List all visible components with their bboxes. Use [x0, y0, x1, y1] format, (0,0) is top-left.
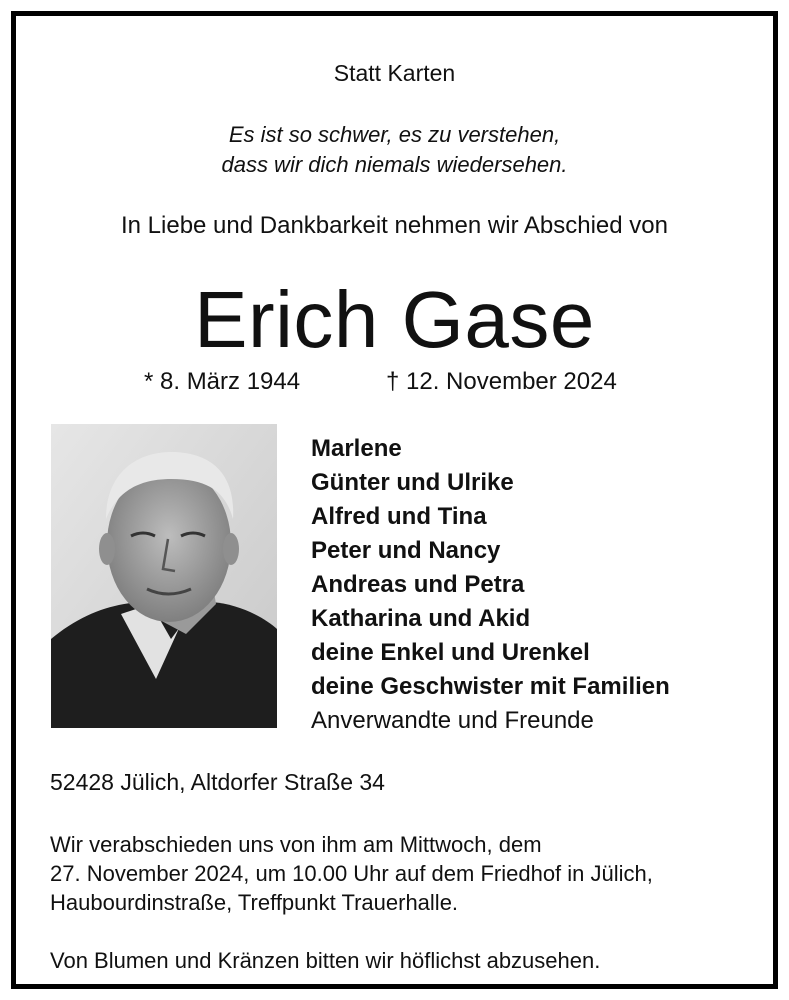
service-line-3: Haubourdinstraße, Treffpunkt Trauerhalle.: [50, 890, 459, 915]
intro-text: In Liebe und Dankbarkeit nehmen wir Abschied von: [120, 212, 668, 239]
service-line-2: 27. November 2024, um 10.00 Uhr auf dem Friedhof in Jülich,: [50, 861, 653, 886]
mourner-name: Marlene: [311, 435, 402, 462]
verse-line-2: dass wir dich niemals wiedersehen.: [221, 152, 568, 177]
mourner-name: Andreas und Petra: [311, 571, 525, 598]
mourners-list: [311, 432, 670, 738]
birth-date: * 8. März 1944: [144, 368, 301, 395]
family-address: 52428 Jülich, Altdorfer Straße 34: [50, 769, 385, 795]
service-info: [50, 830, 653, 917]
portrait-photo: [51, 424, 277, 728]
service-line-1: Wir verabschieden uns von ihm am Mittwoch, dem: [50, 832, 542, 857]
deceased-name: Erich Gase: [194, 275, 595, 364]
mourner-name: deine Enkel und Urenkel: [311, 639, 590, 666]
mourner-relatives: Anverwandte und Freunde: [311, 707, 594, 734]
mourner-name: Katharina und Akid: [311, 605, 531, 632]
mourner-name: Günter und Ulrike: [311, 469, 514, 496]
mourner-name: deine Geschwister mit Familien: [311, 673, 670, 700]
flowers-note: Von Blumen und Kränzen bitten wir höflichst abzusehen.: [50, 948, 601, 973]
obituary-frame: [11, 11, 778, 989]
death-date: † 12. November 2024: [386, 368, 617, 395]
mourner-name: Peter und Nancy: [311, 537, 501, 564]
verse-line-1: Es ist so schwer, es zu verstehen,: [228, 122, 561, 147]
statt-karten-heading: Statt Karten: [333, 60, 456, 86]
mourner-name: Alfred und Tina: [311, 503, 487, 530]
